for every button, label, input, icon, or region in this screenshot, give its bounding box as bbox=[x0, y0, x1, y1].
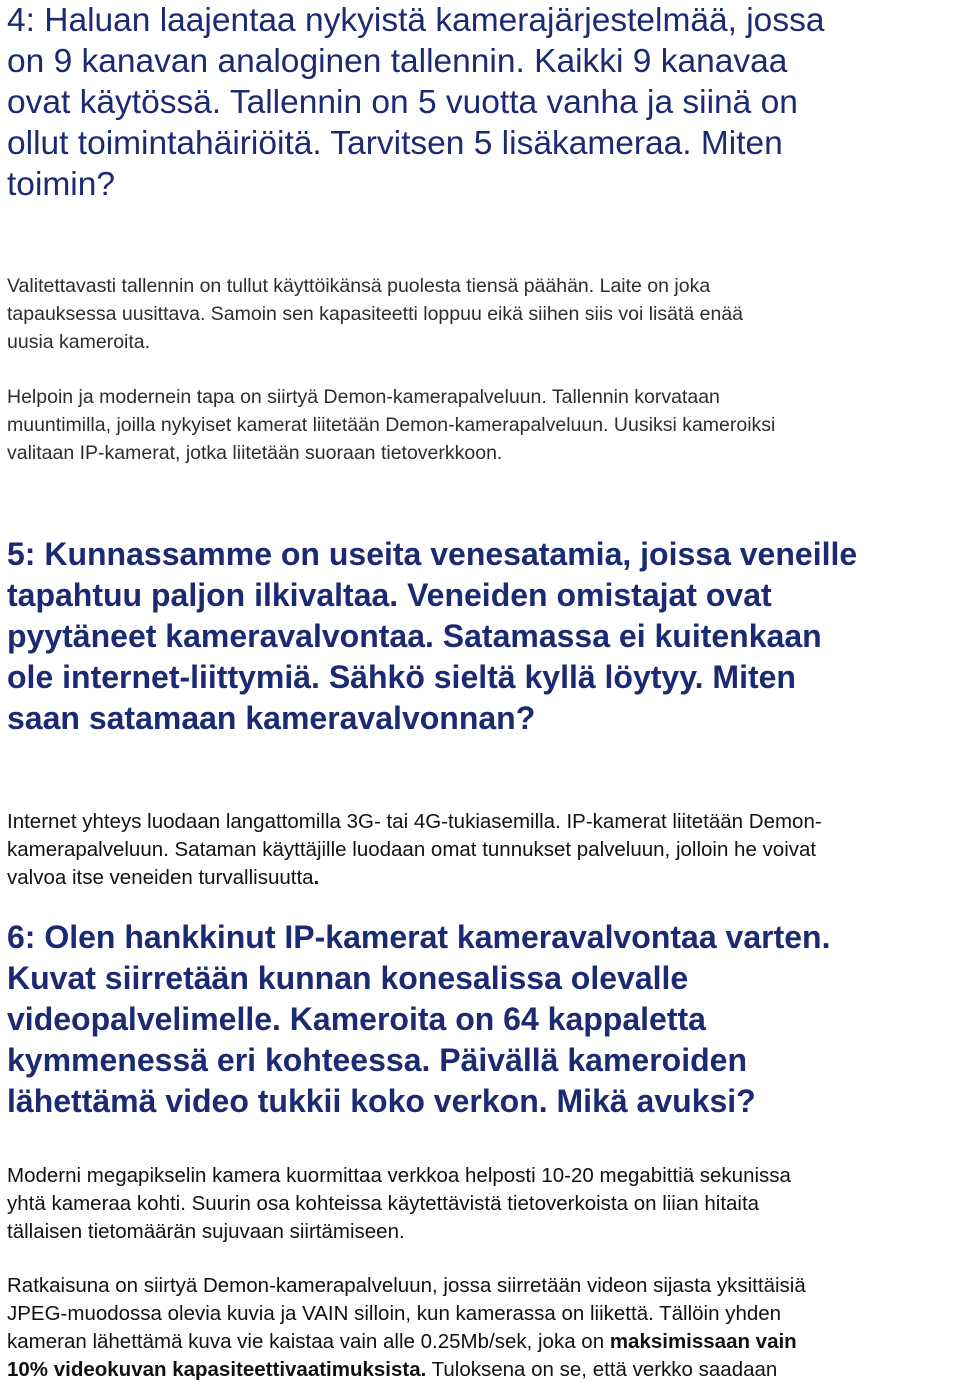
answer-6-text-start: Ratkaisuna on siirtyä Demon-kamerapalveluun, jossa siirretään videon sijasta yksittäisiä JPEG-muodossa olevia kuvia ja VAIN silloin, kun kamerassa on liikettä. Tällöin yhden kameran lähettämä kuva vie kaistaa vain alle 0.25Mb/sek, joka on bbox=[7, 1274, 806, 1353]
answer-5-period: . bbox=[313, 866, 320, 889]
answer-5-paragraph-1 bbox=[7, 808, 957, 892]
answer-6-bold-text: maksimissaan vain 10% videokuvan kapasiteettivaatimuksista. bbox=[7, 1330, 797, 1381]
question-5-heading: 5: Kunnassamme on useita venesatamia, joissa veneille tapahtuu paljon ilkivaltaa. Veneiden omistajat ovat pyytäneet kameravalvontaa. Satamassa ei kuitenkaan ole internet-liittymiä. Sähkö sieltä kyllä löytyy. Miten saan satamaan kameravalvonnan? bbox=[7, 536, 858, 736]
answer-4-paragraph-2: Helpoin ja modernein tapa on siirtyä Demon-kamerapalveluun. Tallennin korvataan muuntimilla, joilla nykyiset kamerat liitetään Demon-kamerapalveluun. Uusiksi kameroiksi valitaan IP-kamerat, jotka liitetään suoraan tietoverkkoon. bbox=[7, 386, 776, 464]
question-6-heading: 6: Olen hankkinut IP-kamerat kameravalvontaa varten. Kuvat siirretään kunnan konesalissa olevalle videopalvelimelle. Kameroita on 64 kappaletta kymmenessä eri kohteessa. Päivällä kameroiden lähettämä video tukkii koko verkon. Mikä avuksi? bbox=[7, 919, 831, 1119]
answer-6-paragraph-2 bbox=[7, 1272, 957, 1382]
answer-6-paragraph-1: Moderni megapikselin kamera kuormittaa verkkoa helposti 10-20 megabittiä sekunissa yhtä kameraa kohti. Suurin osa kohteissa käytettävistä tietoverkoista on liian hitaita tällaisen tietomäärän sujuvaan siirtämiseen. bbox=[7, 1164, 791, 1243]
question-4-heading: 4: Haluan laajentaa nykyistä kamerajärjestelmää, jossa on 9 kanavan analoginen tallennin. Kaikki 9 kanavaa ovat käytössä. Tallennin on 5 vuotta vanha ja siinä on ollut toimintahäiriöitä. Tarvitsen 5 lisäkameraa. Miten toimin? bbox=[7, 2, 825, 203]
answer-5-text: Internet yhteys luodaan langattomilla 3G- tai 4G-tukiasemilla. IP-kamerat liitetään Demon- kamerapalveluun. Sataman käyttäjille luodaan omat tunnukset palveluun, jolloin he voivat valvoa itse veneiden turvallisuutta bbox=[7, 810, 822, 889]
answer-6-text-end: Tuloksena on se, että verkko saadaan bbox=[426, 1358, 778, 1381]
answer-4-paragraph-1: Valitettavasti tallennin on tullut käyttöikänsä puolesta tiensä päähän. Laite on joka tapauksessa uusittava. Samoin sen kapasiteetti loppuu eikä siihen siis voi lisätä enää uusia kameroita. bbox=[7, 275, 744, 353]
